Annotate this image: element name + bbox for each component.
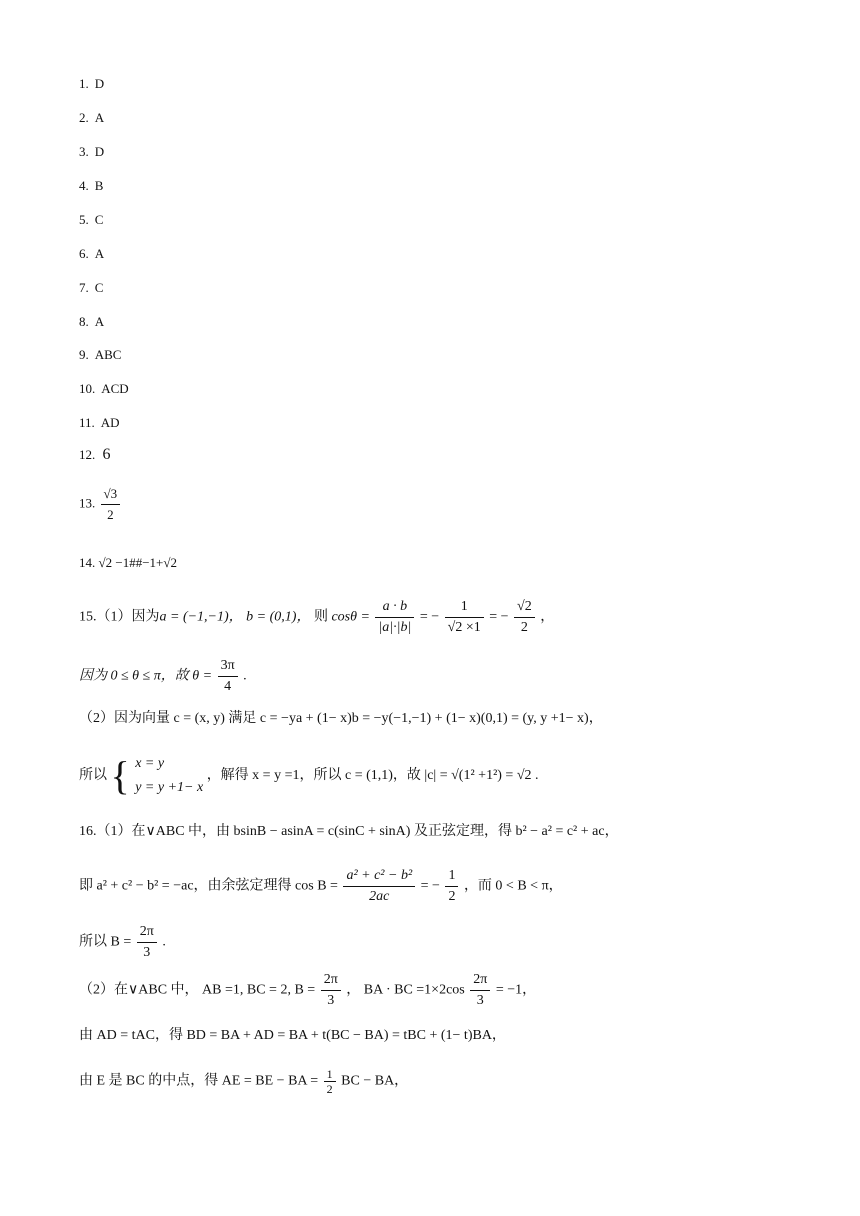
fraction: $\frac{√3}{2}$ <box>101 484 121 525</box>
question-number: 8. <box>79 314 89 329</box>
q15-line-1: 15.（1）因为a = (−1,−1)， b = (0,1)， 则 cosθ = $\frac{a \cdot b}{|a|\cdot|b|}$ = − $\frac{1}{√2 \times 1}$ = − $\frac{√2}{2}$ ， <box>79 597 554 638</box>
fraction: $\frac{2\pi}{3}$ <box>470 970 490 1011</box>
question-number: 13. <box>79 495 96 511</box>
fraction: $\frac{2\pi}{3}$ <box>137 922 157 963</box>
answer-value: 6 <box>102 446 111 463</box>
answer-value: √2 −1##−1+√2 <box>98 555 178 570</box>
q15-line-2: 因为 0 ≤ θ ≤ π，故 θ = $\frac{3\pi}{4}$ . <box>79 656 247 697</box>
question-number: 1. <box>79 76 89 91</box>
q16-line-5: 由 AD = tAC，得 BD = BA + AD = BA + t(BC − BA) = tBC + (1− t)BA， <box>79 1028 506 1043</box>
q15-line-4: 所以 { x = y y = y +1− x ，解得 x = y =1，所以 c = (1,1)，故 |c| = √(1² +1²) = √2 . <box>79 753 539 798</box>
question-number: 5. <box>79 212 89 227</box>
answer-value: ACD <box>101 381 129 396</box>
answer-14 <box>79 553 177 573</box>
answer-row <box>79 142 104 162</box>
answer-value: A <box>94 246 105 261</box>
q16-line-6: 由 E 是 BC 的中点，得 AE = BE − BA = $\frac{1}{2}$ BC − BA， <box>79 1067 409 1096</box>
question-number: 10. <box>79 381 96 396</box>
question-number: 9. <box>79 347 89 362</box>
question-number: 4. <box>79 178 89 193</box>
equation-system: x = y y = y +1− x <box>135 756 204 795</box>
answer-value: C <box>94 212 104 227</box>
answer-value: D <box>94 144 105 159</box>
answer-value: D <box>94 76 105 91</box>
q16-line-3: 所以 B = $\frac{2\pi}{3}$ . <box>79 922 166 963</box>
fraction: $\frac{\text{a² + c² − b²}}{2ac}$ <box>343 866 415 907</box>
question-number: 2. <box>79 110 89 125</box>
answer-row <box>79 312 104 332</box>
answer-row <box>79 379 129 399</box>
fraction: $\frac{a \cdot b}{|a|\cdot|b|}$ <box>375 597 414 638</box>
answer-row <box>79 244 104 264</box>
q16-line-1: 16.（1）在∨ABC 中，由 bsinB − asinA = c(sinC + sinA) 及正弦定理，得 b² − a² = c² + ac， <box>79 824 619 839</box>
answer-value: ABC <box>94 347 122 362</box>
left-brace: { <box>110 753 130 798</box>
answer-value: A <box>94 110 105 125</box>
answer-value: A <box>94 314 105 329</box>
answer-12 <box>79 445 111 465</box>
answer-value: AD <box>100 415 120 430</box>
fraction: $\frac{1}{2}$ <box>445 866 458 907</box>
answer-row <box>79 413 120 433</box>
answer-13 <box>79 484 122 525</box>
question-number: 11. <box>79 415 95 430</box>
answer-value: C <box>94 280 104 295</box>
answer-row <box>79 108 104 128</box>
answer-value: B <box>94 178 104 193</box>
answer-row <box>79 74 104 94</box>
answer-row <box>79 176 103 196</box>
q16-line-2: 即 a² + c² − b² = −ac，由余弦定理得 cos B = $\frac{\text{a² + c² − b²}}{2ac}$ = − $\frac{1}{2}$ ，而 0 < B < π， <box>79 866 563 907</box>
question-number: 6. <box>79 246 89 261</box>
question-number: 7. <box>79 280 89 295</box>
fraction: $\frac{√2}{2}$ <box>514 597 535 638</box>
question-number: 14. <box>79 555 96 570</box>
question-number: 3. <box>79 144 89 159</box>
q16-line-4: （2）在∨ABC 中， AB =1, BC = 2, B = $\frac{2\pi}{3}$ ， BA · BC =1×2cos $\frac{2\pi}{3}$ = −1， <box>79 970 536 1011</box>
fraction: $\frac{1}{2}$ <box>324 1067 336 1096</box>
fraction: $\frac{1}{√2 \times 1}$ <box>445 597 484 638</box>
question-number: 12. <box>79 447 96 462</box>
fraction: $\frac{3\pi}{4}$ <box>218 656 238 697</box>
answer-row <box>79 345 121 365</box>
answer-row <box>79 278 103 298</box>
answer-row <box>79 210 103 230</box>
fraction: $\frac{2\pi}{3}$ <box>321 970 341 1011</box>
q15-line-3: （2）因为向量 c = (x, y) 满足 c = −ya + (1− x)b = −y(−1,−1) + (1− x)(0,1) = (y, y +1− x)， <box>79 711 603 726</box>
